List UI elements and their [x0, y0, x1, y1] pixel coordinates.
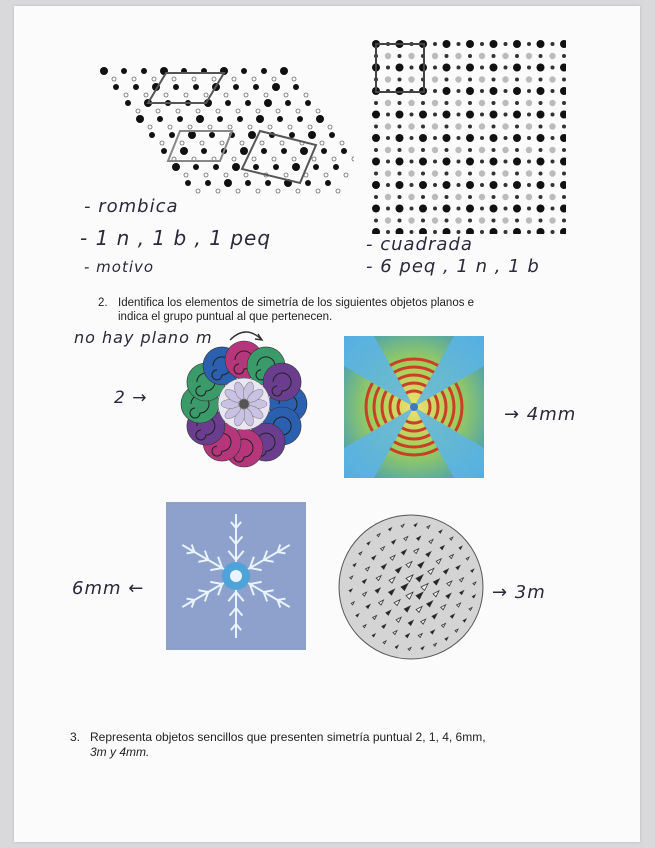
square-lattice-figure	[366, 34, 566, 234]
wave-pattern-image	[344, 336, 484, 478]
snowflake-group-answer: 6mm ←	[72, 578, 145, 599]
question-3-line-2: 3m y 4mm.	[90, 745, 150, 759]
question-3-line-1: Representa objetos sencillos que presenten simetría puntual 2, 1, 4, 6mm,	[90, 730, 486, 744]
spiral-rosette-image	[174, 334, 314, 474]
escher-circle-image	[336, 512, 486, 662]
rosette-group-answer: 2 →	[114, 388, 148, 408]
question-2-number: 2.	[98, 297, 108, 309]
snowflake-image	[166, 502, 306, 650]
question-3-number: 3.	[70, 730, 81, 744]
no-mirror-plane-note: no hay plano m	[74, 328, 213, 347]
escher-group-answer: → 3m	[492, 582, 546, 603]
worksheet-page	[14, 6, 640, 842]
left-lattice-note-2: - 1 n , 1 b , 1 peq	[80, 226, 272, 250]
right-lattice-note-2: - 6 peq , 1 n , 1 b	[366, 256, 540, 277]
question-2-line-2: indica el grupo puntual al que pertenecen.	[118, 311, 333, 323]
right-lattice-note-1: - cuadrada	[366, 234, 473, 255]
rhombic-lattice-figure	[84, 61, 354, 211]
left-lattice-note-3: - motivo	[84, 258, 155, 276]
waves-group-answer: → 4mm	[504, 404, 577, 425]
question-2-line-1: Identifica los elementos de simetría de los siguientes objetos planos e	[118, 297, 475, 309]
left-lattice-note-1: - rombica	[84, 196, 179, 217]
